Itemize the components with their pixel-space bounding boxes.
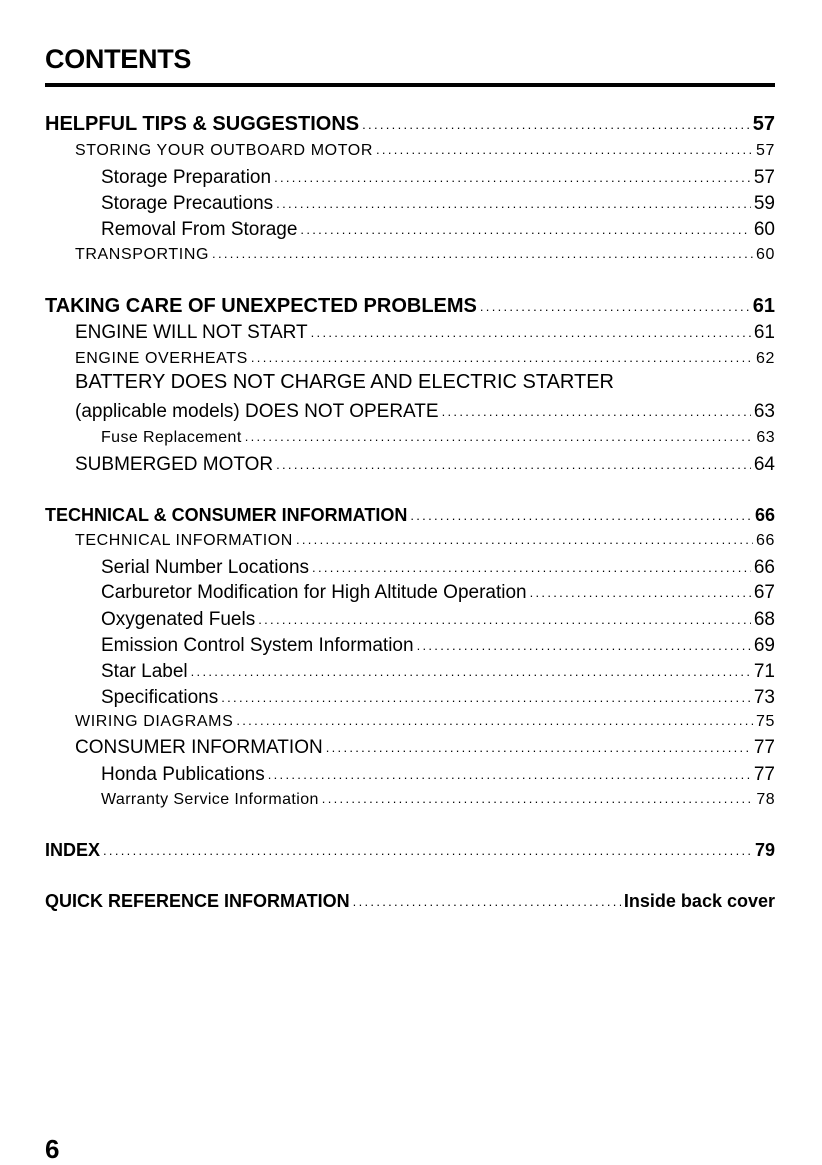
toc-entry-emission-control[interactable]	[101, 632, 775, 657]
toc-entry-submerged-motor[interactable]	[75, 451, 775, 476]
toc-entry-technical-consumer[interactable]	[45, 503, 775, 526]
toc-entry-carburetor-modification[interactable]	[101, 579, 775, 604]
toc-entry-fuse-replacement[interactable]	[101, 426, 775, 447]
toc-entry-serial-number-locations[interactable]	[101, 554, 775, 579]
toc-entry-label: Honda Publications	[101, 764, 265, 785]
toc-entry-storage-preparation[interactable]	[101, 164, 775, 189]
toc-entry-storing[interactable]	[75, 139, 775, 160]
toc-entry-storage-precautions[interactable]	[101, 190, 775, 215]
dot-leader	[442, 398, 751, 417]
toc-entry-page: 63	[753, 401, 775, 422]
toc-entry-page: 79	[754, 840, 775, 860]
toc-entry-label: (applicable models) DOES NOT OPERATE	[75, 401, 439, 422]
dot-leader	[410, 503, 752, 521]
page-number: 6	[45, 1134, 60, 1164]
dot-leader	[326, 734, 751, 753]
toc-entry-specifications[interactable]	[101, 684, 775, 709]
toc-entry-label: Removal From Storage	[101, 219, 298, 240]
toc-entry-label: ENGINE WILL NOT START	[75, 322, 308, 343]
dot-leader	[322, 788, 754, 804]
dot-leader	[300, 216, 750, 235]
dot-leader	[251, 347, 753, 363]
toc-entry-page: 78	[756, 791, 775, 808]
dot-leader	[530, 579, 751, 598]
toc-entry-index[interactable]	[45, 838, 775, 861]
toc-entry-page: 66	[753, 557, 775, 578]
toc-entry-page: 61	[753, 322, 775, 343]
toc-entry-wiring-diagrams[interactable]	[75, 710, 775, 731]
toc-entry-star-label[interactable]	[101, 658, 775, 683]
toc-entry-label: Oxygenated Fuels	[101, 609, 256, 630]
toc-entry-label: Serial Number Locations	[101, 557, 310, 578]
dot-leader	[276, 190, 751, 209]
toc-entry-label: ENGINE OVERHEATS	[75, 350, 248, 367]
dot-leader	[245, 426, 754, 442]
dot-leader	[236, 710, 753, 726]
toc-entry-quick-reference[interactable]	[45, 889, 775, 912]
toc-entry-label: Star Label	[101, 661, 188, 682]
toc-entry-page: 75	[756, 713, 775, 730]
toc-entry-page: 71	[753, 661, 775, 682]
toc-entry-engine-overheats[interactable]	[75, 347, 775, 368]
dot-leader	[191, 658, 751, 677]
toc-entry-page: 60	[756, 246, 775, 263]
dot-leader	[362, 110, 750, 130]
toc-entry-label: TECHNICAL & CONSUMER INFORMATION	[45, 505, 408, 525]
toc-entry-page: 69	[753, 635, 775, 656]
toc-entry-page: 60	[753, 219, 775, 240]
toc-entry-page: 64	[753, 454, 775, 475]
toc-entry-oxygenated-fuels[interactable]	[101, 606, 775, 631]
toc-entry-label: TRANSPORTING	[75, 246, 210, 263]
toc-entry-label: Storage Preparation	[101, 167, 272, 188]
toc-entry-unexpected-problems[interactable]	[45, 292, 775, 318]
toc-entry-page: 61	[752, 295, 775, 317]
toc-entry-page: 77	[753, 764, 775, 785]
title-rule	[45, 83, 775, 87]
toc-entry-label: CONSUMER INFORMATION	[75, 737, 323, 758]
toc-entry-technical-information[interactable]	[75, 529, 775, 550]
toc-entry-page: 59	[753, 193, 775, 214]
toc-entry-label: WIRING DIAGRAMS	[75, 713, 234, 730]
dot-leader	[417, 632, 751, 651]
dot-leader	[276, 451, 751, 470]
toc-entry-page: 68	[753, 609, 775, 630]
toc-entry-page: 66	[754, 505, 775, 525]
toc-entry-label: INDEX	[45, 840, 101, 860]
toc-entry-removal-from-storage[interactable]	[101, 216, 775, 241]
dot-leader	[212, 243, 753, 259]
dot-leader	[103, 838, 752, 856]
toc-entry-warranty-service[interactable]	[101, 788, 775, 809]
toc-entry-page: 63	[756, 429, 775, 446]
dot-leader	[221, 684, 751, 703]
toc-entry-transporting[interactable]	[75, 243, 775, 264]
toc-entry-page: 57	[753, 167, 775, 188]
toc-entry-label: Carburetor Modification for High Altitude Operation	[101, 582, 527, 603]
toc-entry-page: 73	[753, 687, 775, 708]
toc-entry-page: 67	[753, 582, 775, 603]
dot-leader	[268, 761, 751, 780]
toc-entry-label: Fuse Replacement	[101, 429, 242, 446]
dot-leader	[376, 139, 753, 155]
dot-leader	[480, 292, 750, 312]
page-title: CONTENTS	[45, 44, 192, 74]
toc-entry-helpful-tips[interactable]	[45, 110, 775, 136]
toc-entry-engine-will-not-start[interactable]	[75, 319, 775, 344]
toc-entry-label: HELPFUL TIPS & SUGGESTIONS	[45, 113, 360, 135]
toc-entry-page: Inside back cover	[623, 891, 775, 911]
toc-entry-label: Specifications	[101, 687, 219, 708]
toc-entry-page: 57	[752, 113, 775, 135]
toc-entry-page: 66	[756, 532, 775, 549]
dot-leader	[274, 164, 751, 183]
toc-entry-battery[interactable]	[75, 398, 775, 423]
toc-entry-label: TAKING CARE OF UNEXPECTED PROBLEMS	[45, 295, 477, 317]
dot-leader	[311, 319, 751, 338]
toc-entry-label: Storage Precautions	[101, 193, 274, 214]
toc-entry-page: 57	[756, 142, 775, 159]
toc-entry-battery-line1: BATTERY DOES NOT CHARGE AND ELECTRIC STARTER	[75, 371, 614, 393]
dot-leader	[258, 606, 751, 625]
toc-entry-label: Warranty Service Information	[101, 791, 319, 808]
toc-entry-honda-publications[interactable]	[101, 761, 775, 786]
dot-leader	[312, 554, 751, 573]
toc-entry-label: SUBMERGED MOTOR	[75, 454, 274, 475]
toc-entry-page: 62	[756, 350, 775, 367]
dot-leader	[353, 889, 621, 907]
dot-leader	[296, 529, 753, 545]
toc-entry-page: 77	[753, 737, 775, 758]
toc-entry-label: TECHNICAL INFORMATION	[75, 532, 293, 549]
toc-entry-label: STORING YOUR OUTBOARD MOTOR	[75, 142, 374, 159]
toc-entry-label: QUICK REFERENCE INFORMATION	[45, 891, 350, 911]
toc-entry-label: Emission Control System Information	[101, 635, 414, 656]
toc-entry-consumer-information[interactable]	[75, 734, 775, 759]
